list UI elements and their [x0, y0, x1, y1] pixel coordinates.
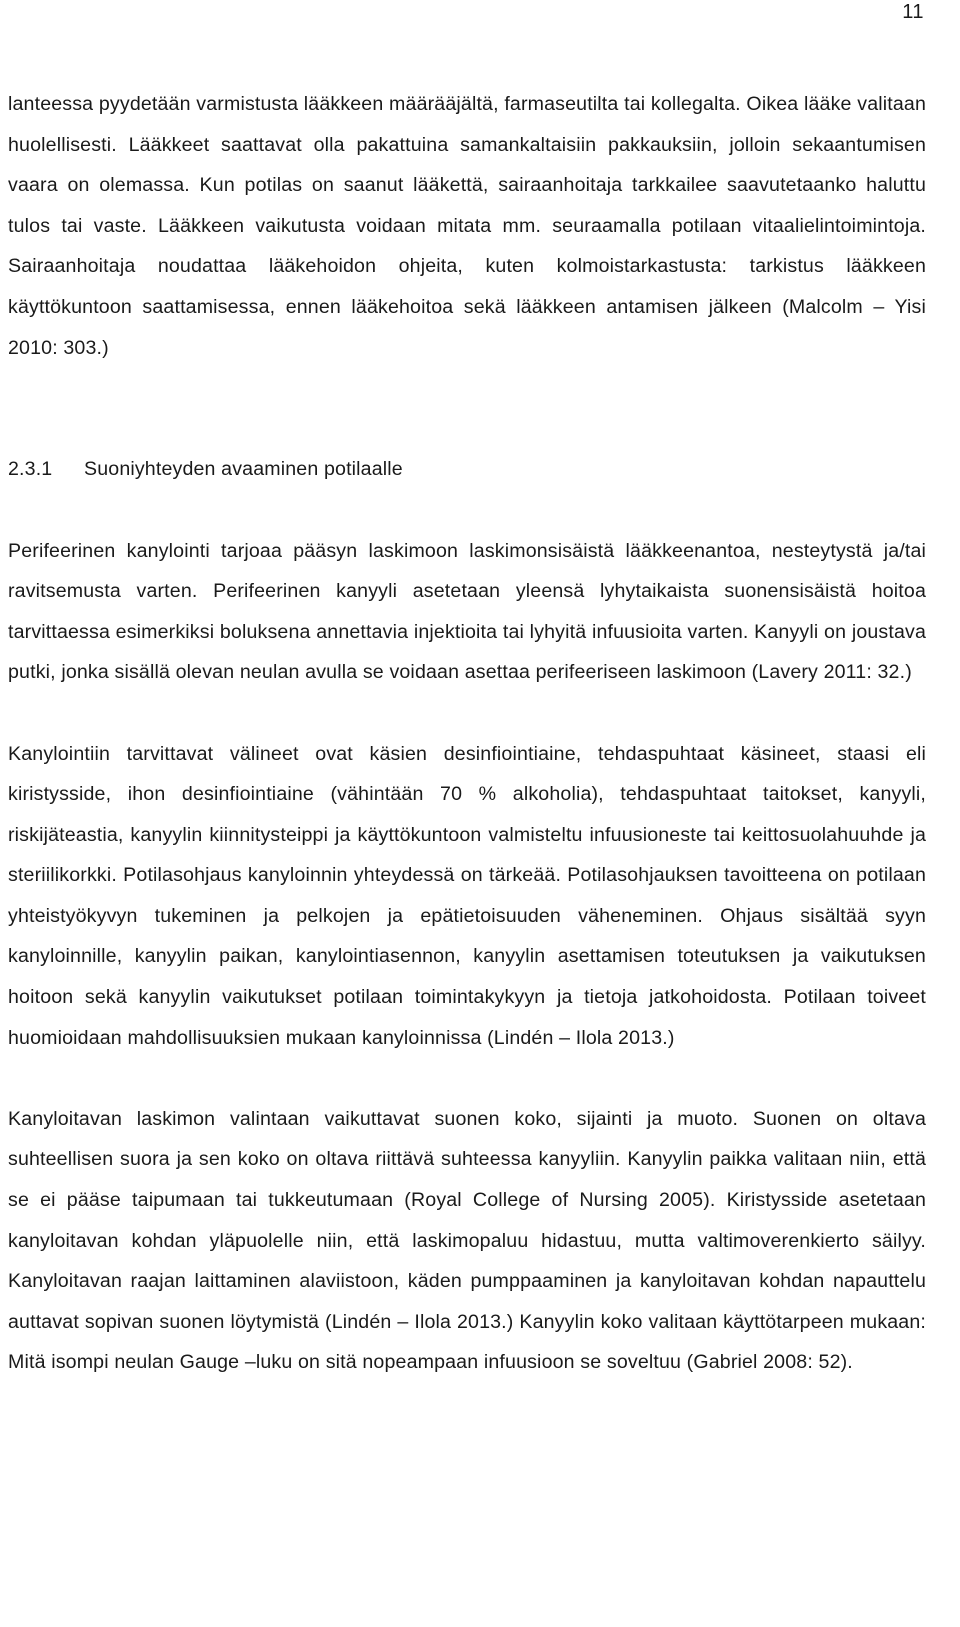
section-number: 2.3.1	[8, 458, 53, 481]
paragraph-peripheral-cannulation: Perifeerinen kanylointi tarjoaa pääsyn laskimoon laskimonsisäistä lääkkeenantoa, nesteytystä ja/tai ravitsemusta varten. Perifeerinen kanyyli asetetaan yleensä lyhytaikaista suonensisäistä hoitoa tarvittaessa esimerkiksi boluksena annettavia injektioita tai lyhyitä infuusioita varten. Kanyyli on joustava putki, jonka sisällä olevan neulan avulla se voidaan asettaa perifeeriseen laskimoon (Lavery 2011: 32.)	[8, 539, 926, 684]
paragraph-vein-selection: Kanyloitavan laskimon valintaan vaikuttavat suonen koko, sijainti ja muoto. Suonen on oltava suhteellisen suora ja sen koko on oltava riittävä suhteessa kanyyliin. Kanyylin paikka valitaan niin, että se ei pääse taipumaan tai tukkeutumaan (Royal College of Nursing 2005). Kiristysside asetetaan kanyloitavan kohdan yläpuolelle niin, että laskimopaluu hidastuu, mutta valtimoverenkierto säilyy. Kanyloitavan raajan laittaminen alaviistoon, käden pumppaaminen ja kanyloitavan kohdan napauttelu auttavat sopivan suonen löytymistä (Lindén ‒ Ilola 2013.) Kanyylin koko valitaan käyttötarpeen mukaan: Mitä isompi neulan Gauge –luku on sitä nopeampaan infuusioon se soveltuu (Gabriel 2008: 52).	[8, 1107, 926, 1374]
paragraph-medication-safety: lanteessa pyydetään varmistusta lääkkeen määrääjältä, farmaseutilta tai kollegalta. Oikea lääke valitaan huolellisesti. Lääkkeet saattavat olla pakattuina samankaltaisiin pakkauksiin, jolloin sekaantumisen vaara on olemassa. Kun potilas on saanut lääkettä, sairaanhoitaja tarkkailee saavutetaanko haluttu tulos tai vaste. Lääkkeen vaikutusta voidaan mitata mm. seuraamalla potilaan vitaalielintoimintoja. Sairaanhoitaja noudattaa lääkehoidon ohjeita, kuten kolmoistarkastusta: tarkistus lääkkeen käyttökuntoon saattamisessa, ennen lääkehoitoa sekä lääkkeen antamisen jälkeen (Malcolm ‒ Yisi 2010: 303.)	[8, 93, 926, 359]
document-body	[8, 84, 926, 1383]
section-heading	[8, 449, 926, 490]
paragraph-gap	[8, 490, 926, 531]
paragraph-cannulation-equipment: Kanylointiin tarvittavat välineet ovat käsien desinfiointiaine, tehdaspuhtaat käsineet, staasi eli kiristysside, ihon desinfiointiaine (vähintään 70 % alkoholia), tehdaspuhtaat taitokset, kanyyli, riskijäteastia, kanyylin kiinnitysteippi ja käyttökuntoon valmisteltu infuusioneste tai keittosuolahuuhde ja steriilikorkki. Potilasohjaus kanyloinnin yhteydessä on tärkeää. Potilasohjauksen tavoitteena on potilaan yhteistyökyvyn tukeminen ja pelkojen ja epätietoisuuden väheneminen. Ohjaus sisältää syyn kanyloinnille, kanyylin paikan, kanylointiasennon, kanyylin asettamisen toteutuksen ja vaikutuksen hoitoon sekä kanyylin vaikutukset potilaan toimintakykyyn ja tietoja jatkohoidosta. Potilaan toiveet huomioidaan mahdollisuuksien mukaan kanyloinnissa (Lindén ‒ Ilola 2013.)	[8, 742, 926, 1049]
paragraph-gap	[8, 1058, 926, 1099]
paragraph-gap	[8, 368, 926, 409]
page-number: 11	[902, 1, 924, 23]
paragraph-gap	[8, 409, 926, 450]
section-title: Suoniyhteyden avaaminen potilaalle	[84, 458, 403, 481]
paragraph-gap	[8, 693, 926, 734]
